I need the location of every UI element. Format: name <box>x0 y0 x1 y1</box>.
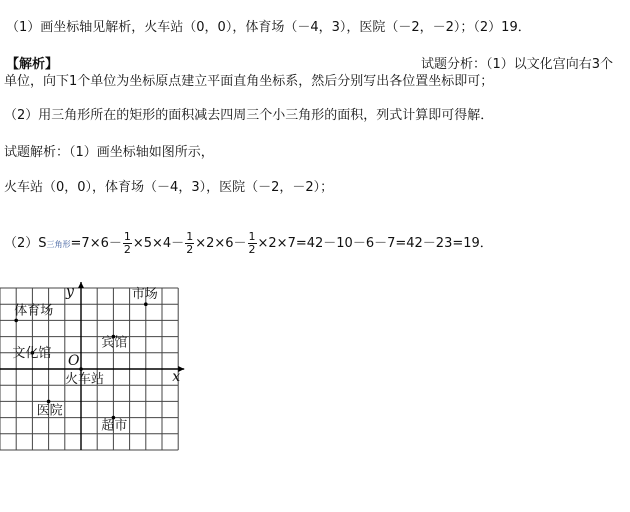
formula-subscript: 三角形 <box>46 240 71 249</box>
formula-prefix: （2）S <box>4 236 47 251</box>
formula-part3: ×2×6－ <box>195 236 247 251</box>
place-point <box>14 319 18 323</box>
place-point <box>79 367 83 371</box>
origin-label: O <box>68 353 80 369</box>
area-formula <box>4 231 493 256</box>
place-label: 医院 <box>36 403 63 419</box>
place-label: 体育场 <box>14 303 54 319</box>
place-label: 超市 <box>101 418 128 434</box>
fraction: $\frac{1}{2}$ <box>123 230 131 256</box>
place-label: 市场 <box>131 287 158 303</box>
place-point <box>144 302 148 306</box>
analysis-tag: 【解析】 <box>6 57 59 72</box>
formula-part2: ×5×4－ <box>132 236 185 251</box>
analysis-intro: 试题分析：（1）以文化宫向右3个 <box>421 57 614 72</box>
fraction: $\frac{1}{2}$ <box>186 230 194 256</box>
place-label: 宾馆 <box>101 335 128 351</box>
answer-line: （1）画坐标轴见解析，火车站（0，0），体育场（－4，3），医院（－2，－2）；（2）19． <box>6 20 531 35</box>
x-axis-label: x <box>172 369 181 385</box>
coordinates-line: 火车站（0，0），体育场（－4，3），医院（－2，－2）； <box>4 180 334 195</box>
coordinate-grid <box>0 276 190 456</box>
solution-intro: 试题解析：（1）画坐标轴如图所示， <box>4 145 214 160</box>
y-axis-arrow <box>78 282 84 288</box>
analysis-continuation: 单位，向下1个单位为坐标原点建立平面直角坐标系，然后分别写出各位置坐标即可； <box>4 74 494 89</box>
fraction: $\frac{1}{2}$ <box>248 230 256 256</box>
formula-part4: ×2×7=42－10－6－7=42－23=19． <box>257 236 493 251</box>
place-points <box>12 286 157 433</box>
y-axis-label: y <box>66 284 74 300</box>
place-label: 文化馆 <box>12 345 52 361</box>
place-label: 火车站 <box>65 372 105 387</box>
step2-explanation: （2）用三角形所在的矩形的面积减去四周三个小三角形的面积，列式计算即可得解． <box>4 108 494 123</box>
formula-part1: =7×6－ <box>70 236 122 251</box>
